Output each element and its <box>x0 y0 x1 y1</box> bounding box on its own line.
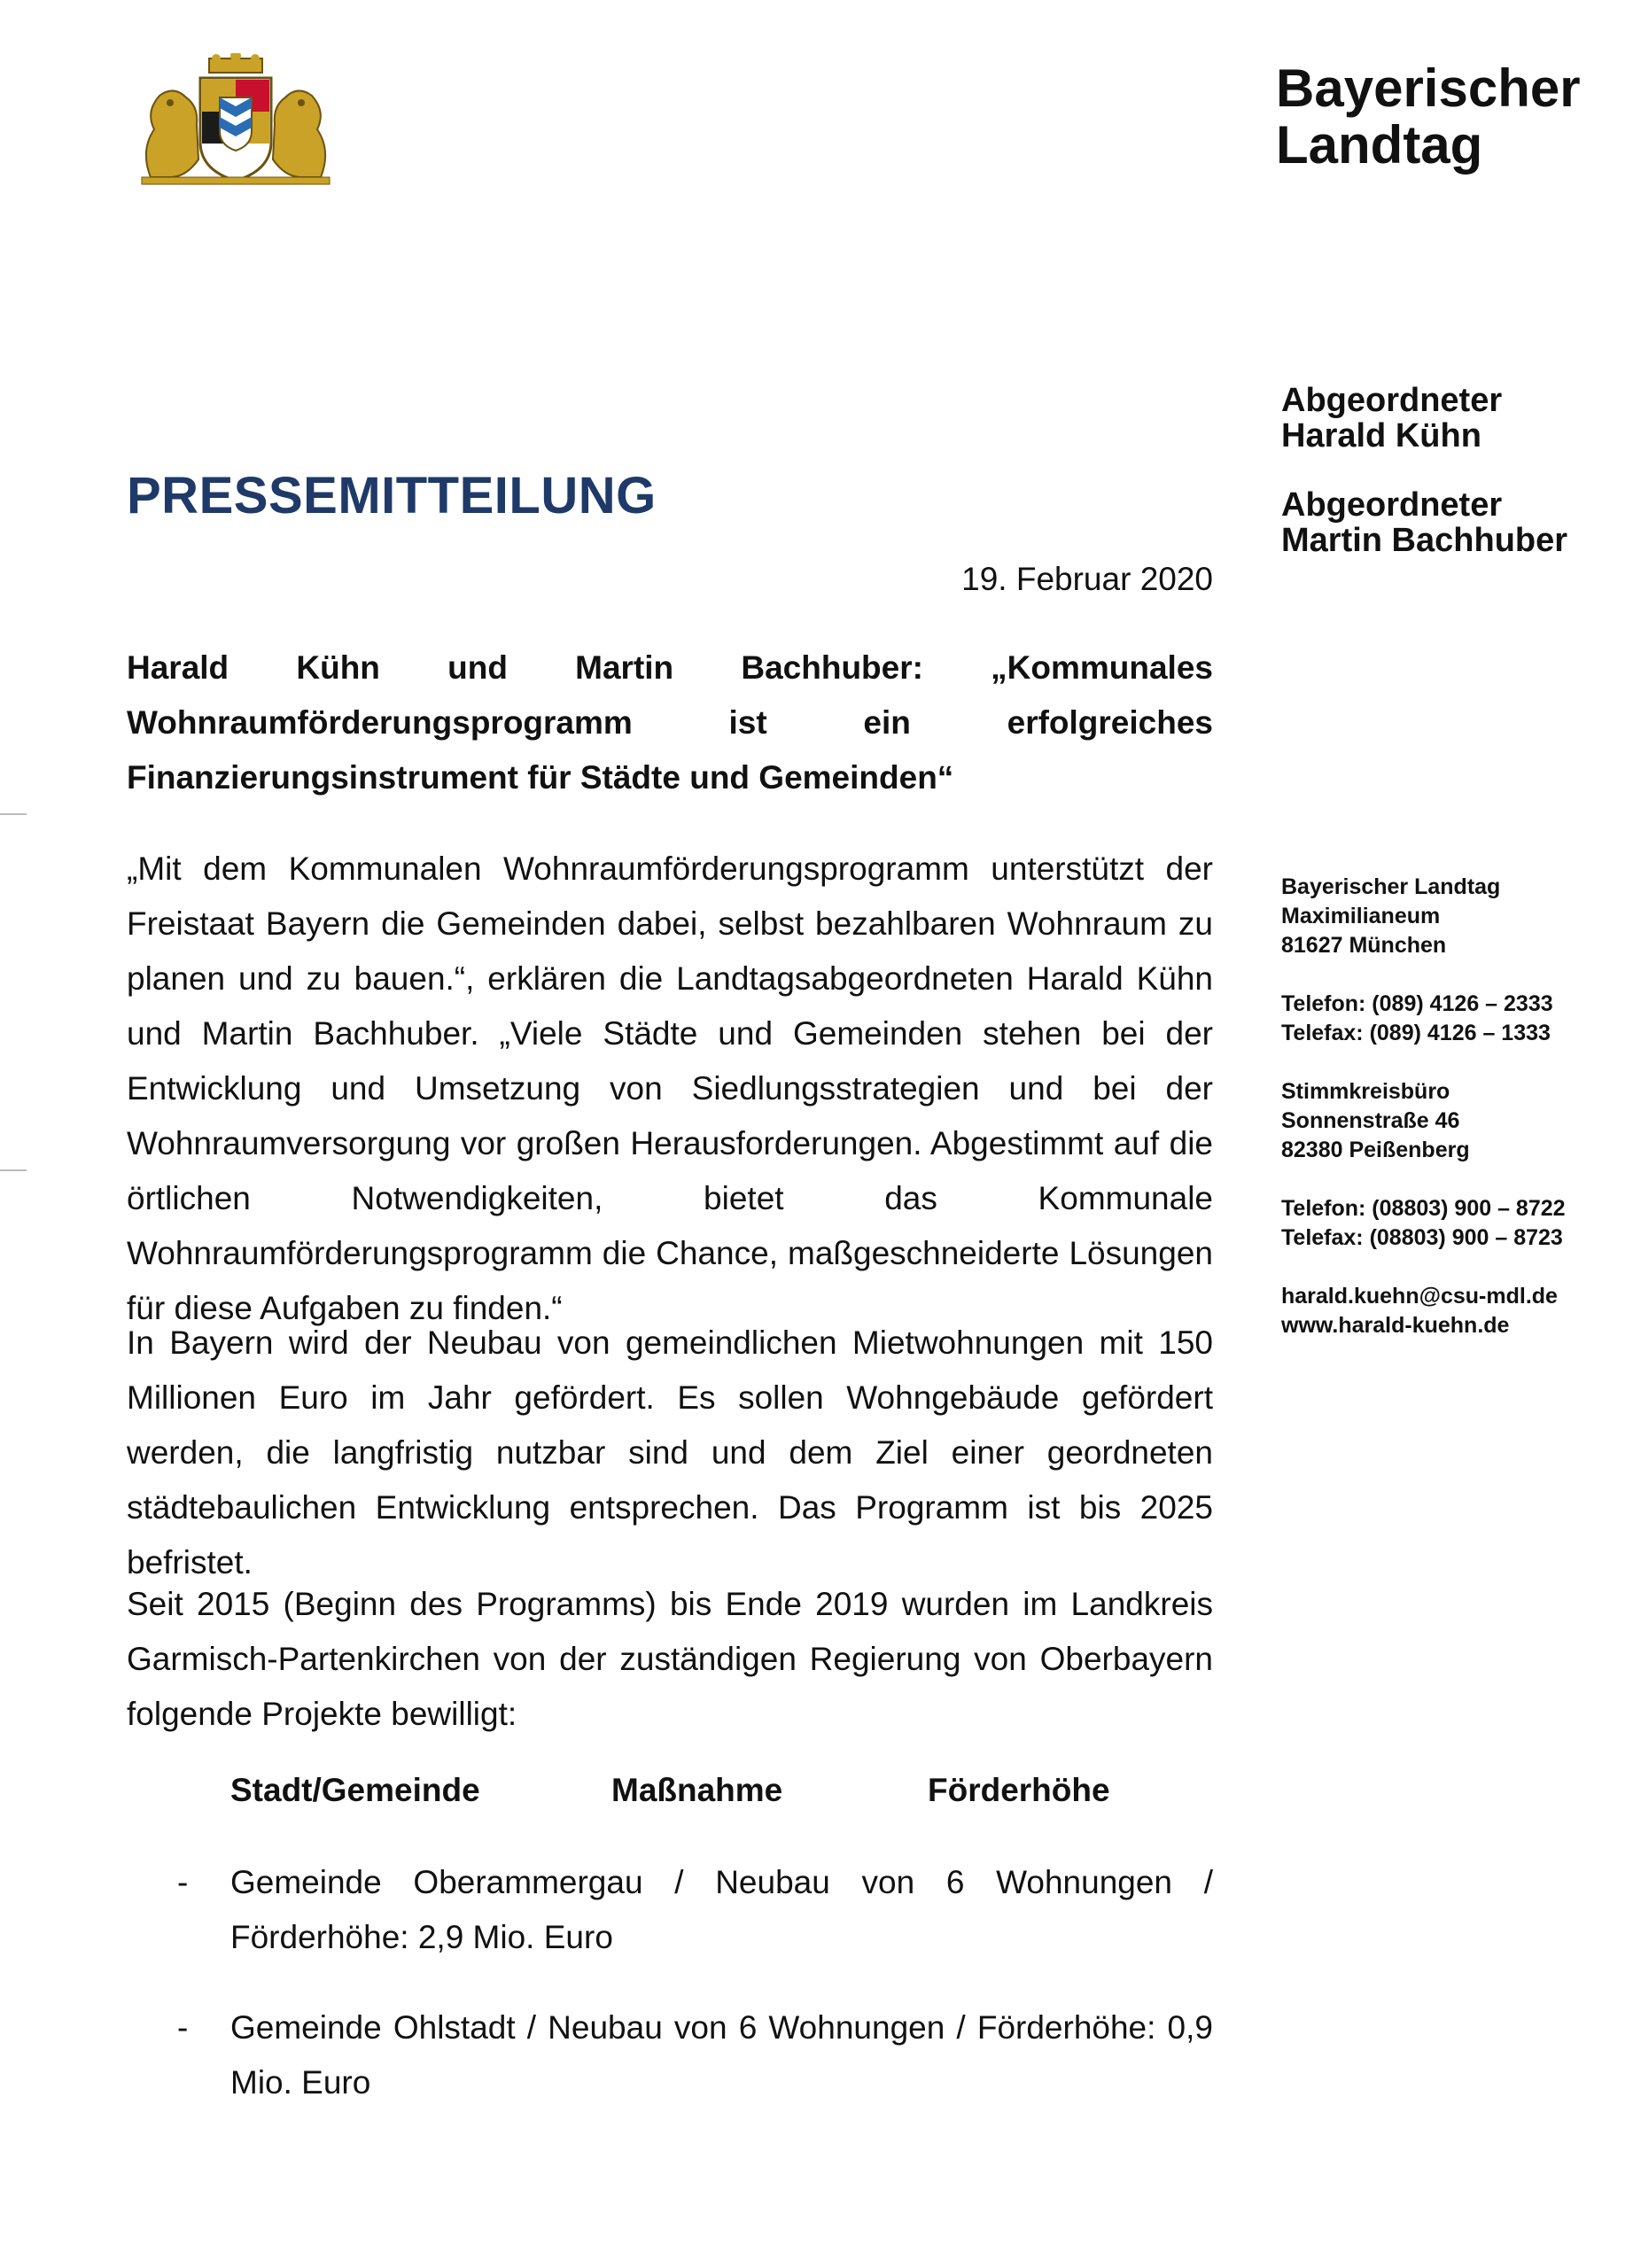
contact-web <box>1281 1282 1566 1340</box>
contact-line: Telefon: (08803) 900 – 8722 <box>1281 1196 1566 1221</box>
paragraph: In Bayern wird der Neubau von gemeindlichen Mietwohnungen mit 150 Millionen Euro im Jahr gefördert. Es sollen Wohngebäude gefördert werden, die langfristig nutzbar sind und dem Ziel einer geordneten städtebaulichen Entwicklung entsprechen. Das Programm ist bis 2025 befristet. <box>127 1324 1213 1581</box>
contact-phone-landtag <box>1281 990 1566 1048</box>
contact-address-office <box>1281 1077 1566 1165</box>
list-item-text: Gemeinde Oberammergau / Neubau von 6 Wohnungen / Förderhöhe: 2,9 Mio. Euro <box>230 1864 1213 1955</box>
representative-name: Harald Kühn <box>1281 417 1481 454</box>
fold-mark <box>0 813 27 815</box>
column-header-measure: Maßnahme <box>611 1772 783 1808</box>
website-link[interactable]: www.harald-kuehn.de <box>1281 1313 1510 1338</box>
contact-line: 81627 München <box>1281 933 1447 958</box>
paragraph: Seit 2015 (Beginn des Programms) bis Ende 2019 wurden im Landkreis Garmisch-Partenkirchen von der zuständigen Regierung von Oberbayern folgende Projekte bewilligt: <box>127 1586 1213 1732</box>
column-header-funding: Förderhöhe <box>928 1772 1110 1808</box>
org-name <box>1276 60 1581 174</box>
project-list <box>127 1855 1213 2146</box>
column-header-municipality: Stadt/Gemeinde <box>230 1772 480 1808</box>
representatives <box>1281 383 1567 592</box>
page-title: PRESSEMITTEILUNG <box>127 467 657 524</box>
contact-line: Maximilianeum <box>1281 904 1441 928</box>
representative-1 <box>1281 383 1567 454</box>
contact-address-landtag <box>1281 873 1566 960</box>
bullet: - <box>177 1864 189 1900</box>
list-item <box>127 1855 1213 1965</box>
bavarian-coat-of-arms-icon <box>124 53 347 188</box>
date: 19. Februar 2020 <box>961 561 1213 597</box>
org-name-line2: Landtag <box>1276 115 1483 175</box>
fold-mark <box>0 1169 27 1171</box>
list-item <box>127 2000 1213 2110</box>
contact-line: 82380 Peißenberg <box>1281 1138 1470 1162</box>
list-item-text: Gemeinde Ohlstadt / Neubau von 6 Wohnungen / Förderhöhe: 0,9 Mio. Euro <box>230 2009 1213 2101</box>
representative-2 <box>1281 487 1567 558</box>
contact-info <box>1281 873 1566 1370</box>
org-name-line1: Bayerischer <box>1276 58 1581 118</box>
representative-role: Abgeordneter <box>1281 382 1503 419</box>
contact-line: Stimmkreisbüro <box>1281 1079 1450 1104</box>
email-link[interactable]: harald.kuehn@csu-mdl.de <box>1281 1284 1558 1309</box>
representative-name: Martin Bachhuber <box>1281 522 1568 559</box>
headline: Harald Kühn und Martin Bachhuber: „Kommunales Wohnraumförderungsprogramm ist ein erfolgreiches Finanzierungsinstrument für Städte und Gemeinden“ <box>127 649 1213 796</box>
contact-line: Sonnenstraße 46 <box>1281 1108 1460 1133</box>
contact-line: Telefon: (089) 4126 – 2333 <box>1281 991 1553 1016</box>
representative-role: Abgeordneter <box>1281 486 1503 524</box>
paragraph: „Mit dem Kommunalen Wohnraumförderungsprogramm unterstützt der Freistaat Bayern die Gemeinden dabei, selbst bezahlbaren Wohnraum zu planen und zu bauen.“, erklären die Landtagsabgeordneten Harald Kühn und Martin Bachhuber. „Viele Städte und Gemeinden stehen bei der Entwicklung und Umsetzung von Siedlungsstrategien und bei der Wohnraumversorgung vor großen Herausforderungen. Abgestimmt auf die örtlichen Notwendigkeiten, bietet das Kommunale Wohnraumförderungsprogramm die Chance, maßgeschneiderte Lösungen für diese Aufgaben zu finden.“ <box>127 850 1213 1326</box>
contact-line: Telefax: (08803) 900 – 8723 <box>1281 1225 1563 1250</box>
contact-line: Bayerischer Landtag <box>1281 874 1501 899</box>
bullet: - <box>177 2009 189 2046</box>
contact-line: Telefax: (089) 4126 – 1333 <box>1281 1021 1551 1045</box>
contact-phone-office <box>1281 1194 1566 1253</box>
